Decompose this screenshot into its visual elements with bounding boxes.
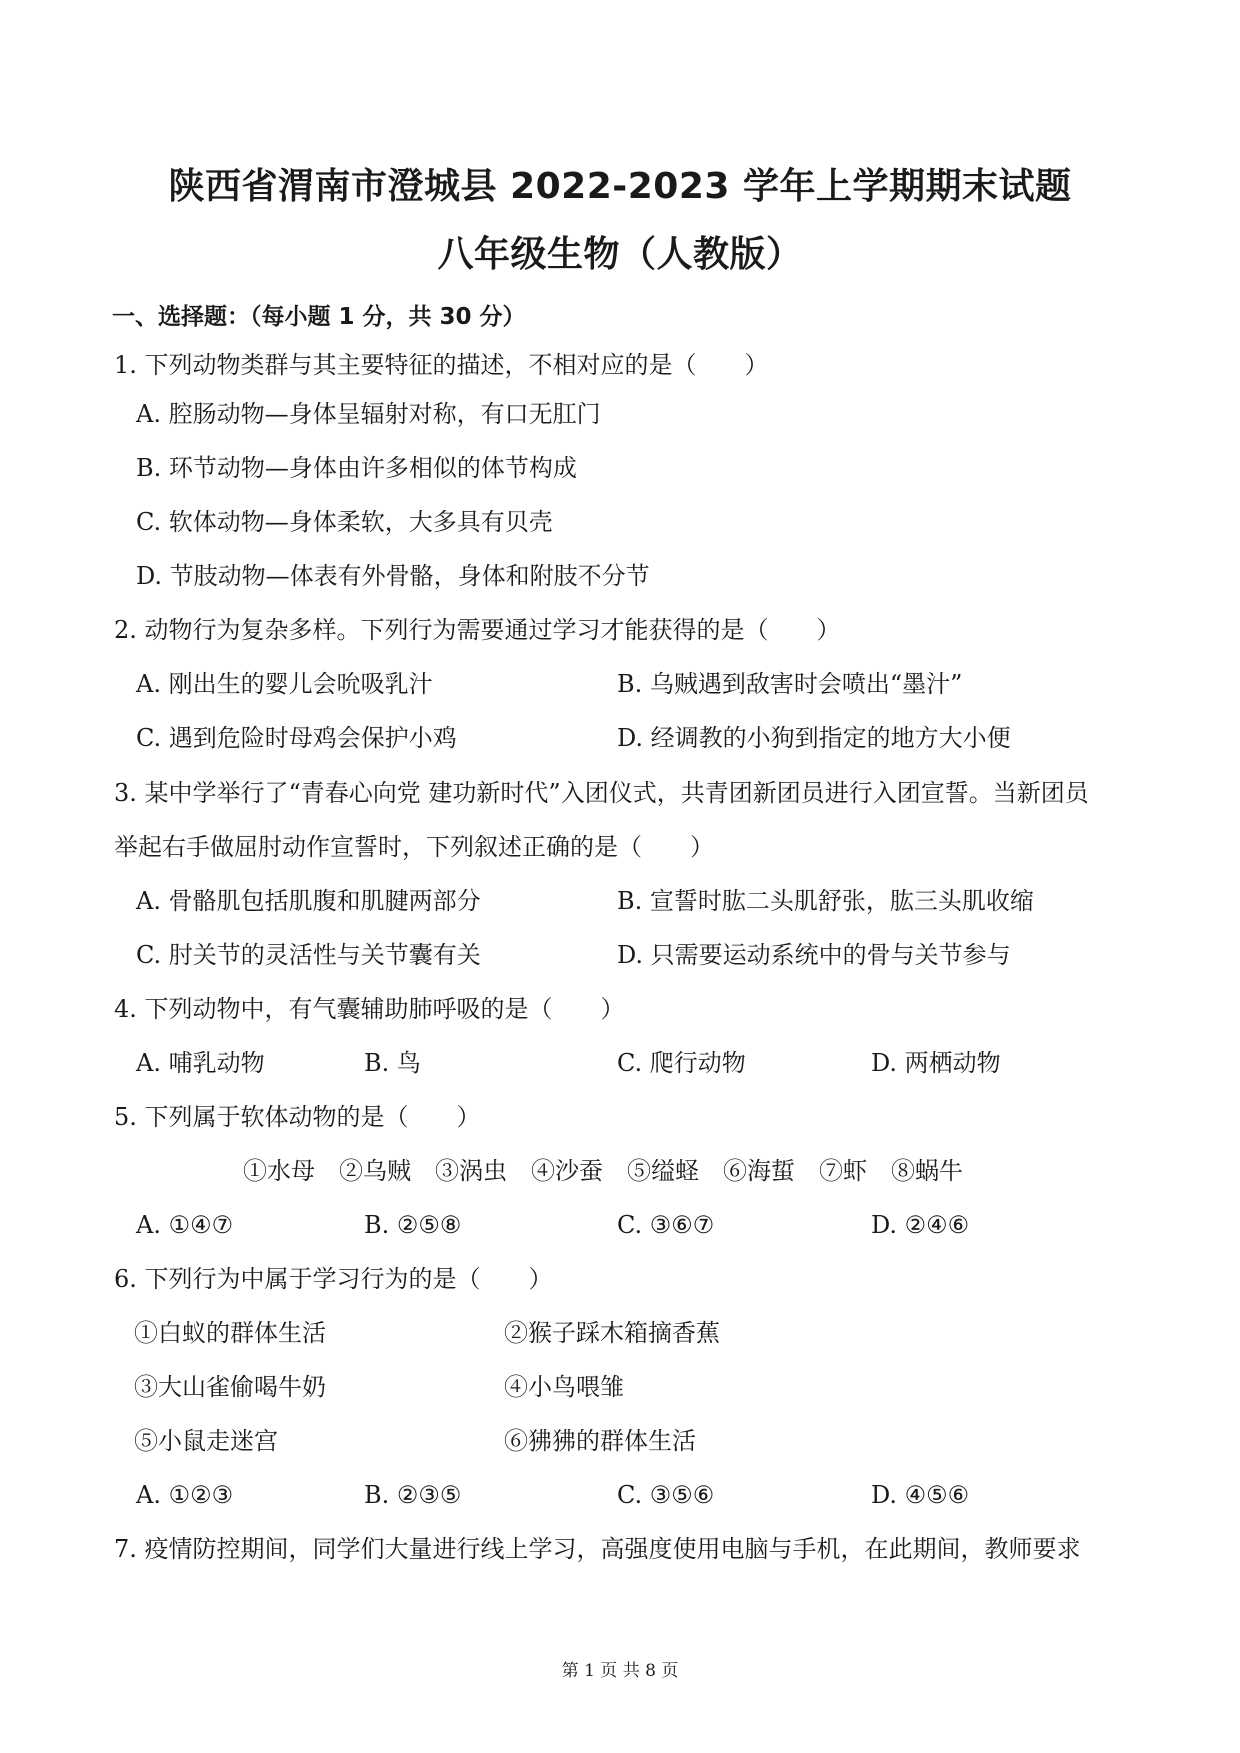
question-6-option-c: C. ③⑤⑥ — [617, 1481, 715, 1509]
question-3-option-c: C. 肘关节的灵活性与关节囊有关 — [136, 941, 481, 969]
question-2-option-b: B. 乌贼遇到敌害时会喷出“墨汁” — [617, 670, 963, 698]
question-5-stem: 5. 下列属于软体动物的是（ ） — [114, 1103, 481, 1131]
question-5-option-c: C. ③⑥⑦ — [617, 1211, 715, 1239]
question-1-option-b: B. 环节动物—身体由许多相似的体节构成 — [136, 454, 577, 482]
question-1-stem: 1. 下列动物类群与其主要特征的描述，不相对应的是（ ） — [114, 351, 769, 379]
question-3-option-b: B. 宣誓时肱二头肌舒张，肱三头肌收缩 — [617, 887, 1034, 915]
question-1-option-a: A. 腔肠动物—身体呈辐射对称，有口无肛门 — [136, 400, 601, 428]
question-3-stem-line-1: 3. 某中学举行了“青春心向党 建功新时代”入团仪式，共青团新团员进行入团宣誓。当新团员 — [114, 779, 1089, 807]
question-5-option-d: D. ②④⑥ — [871, 1211, 970, 1239]
question-5-option-b: B. ②⑤⑧ — [364, 1211, 462, 1239]
question-5-option-a: A. ①④⑦ — [136, 1211, 234, 1239]
question-4-option-c: C. 爬行动物 — [617, 1049, 746, 1077]
page-number: 第 1 页 共 8 页 — [561, 1661, 679, 1681]
question-6-option-b: B. ②③⑤ — [364, 1481, 462, 1509]
question-6-item-3: ③大山雀偷喝牛奶 — [134, 1373, 326, 1401]
question-6-item-4: ④小鸟喂雏 — [504, 1373, 624, 1401]
question-4-stem: 4. 下列动物中，有气囊辅助肺呼吸的是（ ） — [114, 995, 625, 1023]
question-5-item-list: ①水母 ②乌贼 ③涡虫 ④沙蚕 ⑤缢蛏 ⑥海蜇 ⑦虾 ⑧蜗牛 — [243, 1157, 963, 1185]
question-4-option-d: D. 两栖动物 — [871, 1049, 1001, 1077]
question-3-stem-line-2: 举起右手做屈肘动作宣誓时，下列叙述正确的是（ ） — [114, 833, 714, 861]
question-2-option-d: D. 经调教的小狗到指定的地方大小便 — [617, 724, 1011, 752]
question-6-item-2: ②猴子踩木箱摘香蕉 — [504, 1319, 720, 1347]
question-2-option-c: C. 遇到危险时母鸡会保护小鸡 — [136, 724, 457, 752]
question-3-option-d: D. 只需要运动系统中的骨与关节参与 — [617, 941, 1011, 969]
question-6-option-d: D. ④⑤⑥ — [871, 1481, 970, 1509]
question-2-option-a: A. 刚出生的婴儿会吮吸乳汁 — [136, 670, 433, 698]
question-2-stem: 2. 动物行为复杂多样。下列行为需要通过学习才能获得的是（ ） — [114, 616, 841, 644]
section-heading: 一、选择题：（每小题 1 分，共 30 分） — [112, 304, 526, 330]
exam-title: 陕西省渭南市澄城县 2022-2023 学年上学期期末试题 — [168, 166, 1072, 207]
exam-subtitle: 八年级生物（人教版） — [437, 234, 803, 275]
question-7-stem: 7. 疫情防控期间，同学们大量进行线上学习，高强度使用电脑与手机，在此期间，教师要求 — [114, 1535, 1081, 1563]
question-6-item-1: ①白蚁的群体生活 — [134, 1319, 326, 1347]
question-6-stem: 6. 下列行为中属于学习行为的是（ ） — [114, 1265, 553, 1293]
question-6-item-5: ⑤小鼠走迷宫 — [134, 1427, 278, 1455]
question-3-option-a: A. 骨骼肌包括肌腹和肌腱两部分 — [136, 887, 481, 915]
question-6-option-a: A. ①②③ — [136, 1481, 234, 1509]
question-6-item-6: ⑥狒狒的群体生活 — [504, 1427, 696, 1455]
question-1-option-d: D. 节肢动物—体表有外骨骼，身体和附肢不分节 — [136, 562, 650, 590]
question-1-option-c: C. 软体动物—身体柔软，大多具有贝壳 — [136, 508, 553, 536]
question-4-option-b: B. 鸟 — [364, 1049, 421, 1077]
question-4-option-a: A. 哺乳动物 — [136, 1049, 265, 1077]
